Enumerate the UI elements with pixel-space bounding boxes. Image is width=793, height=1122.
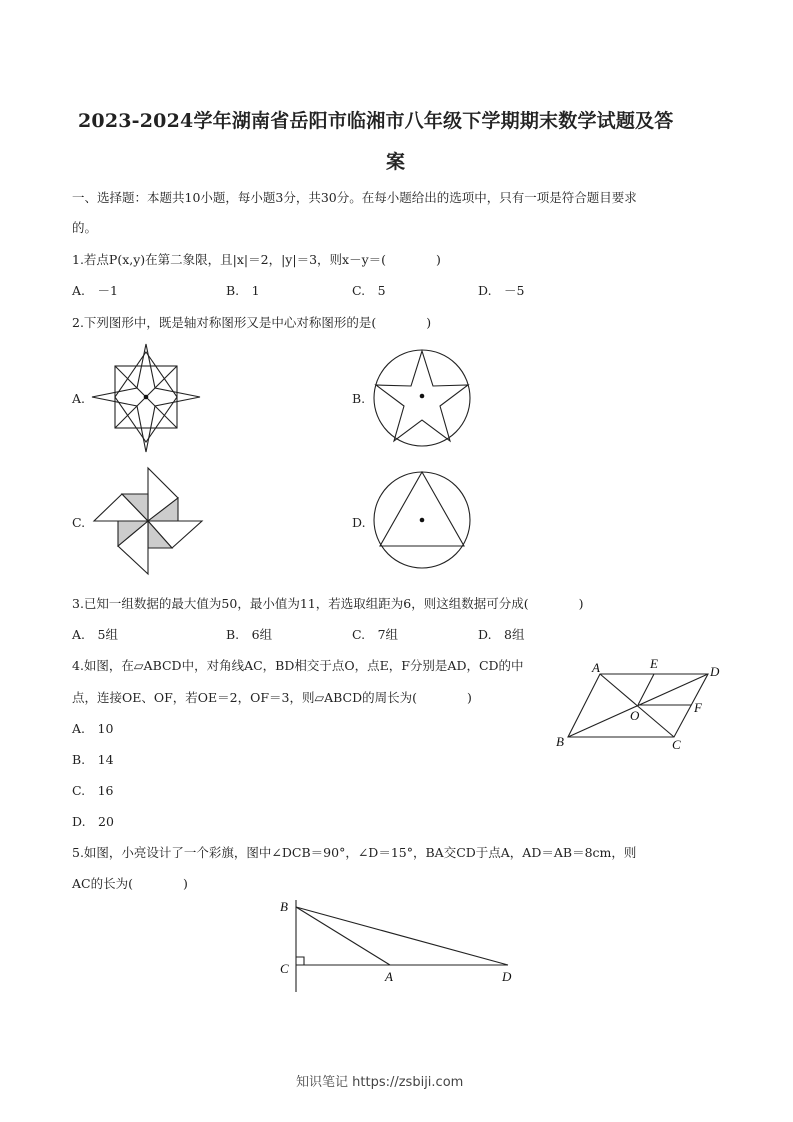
question-3-stem: 3.已知一组数据的最大值为50，最小值为11，若选取组距为6，则这组数据可分成( )	[72, 596, 584, 611]
question-4-stem-line1: 4.如图，在▱ABCD中，对角线AC，BD相交于点O，点E，F分别是AD，CD的中	[72, 658, 524, 673]
page-title-line1: 2023-2024学年湖南省岳阳市临湘市八年级下学期期末数学试题及答	[78, 110, 674, 132]
point-label-e: E	[650, 656, 658, 671]
figure-star-in-squares	[90, 342, 204, 454]
point-label-c: C	[672, 737, 681, 752]
figure-pinwheel	[92, 466, 204, 576]
section-instructions-line1: 一、选择题：本题共10小题，每小题3分，共30分。在每小题给出的选项中，只有一项是符合题目要求	[72, 190, 637, 205]
question-2-option-c-label: C.	[72, 515, 86, 530]
question-2-option-b-label: B.	[352, 391, 366, 406]
question-3-option-d: D. 8组	[478, 627, 525, 642]
point-label-o: O	[630, 708, 640, 723]
question-3-option-a: A. 5组	[72, 627, 118, 642]
question-2-stem: 2.下列图形中，既是轴对称图形又是中心对称图形的是( )	[72, 315, 432, 330]
section-instructions-line2: 的。	[72, 220, 98, 235]
question-1-stem: 1.若点P(x,y)在第二象限，且|x|＝2，|y|＝3，则x－y＝( )	[72, 252, 441, 267]
figure-triangle-in-circle	[372, 470, 474, 570]
point-label-b: B	[280, 899, 288, 914]
question-1-option-b: B. 1	[226, 283, 260, 298]
question-1-option-d: D. －5	[478, 283, 525, 298]
question-4-stem-line2: 点，连接OE、OF，若OE＝2，OF＝3，则▱ABCD的周长为( )	[72, 690, 472, 705]
question-1-option-c: C. 5	[352, 283, 386, 298]
footer-watermark: 知识笔记 https://zsbiji.com	[296, 1075, 464, 1090]
point-label-d: D	[502, 969, 512, 984]
point-label-a: A	[592, 660, 600, 675]
question-4-option-a: A. 10	[72, 721, 114, 736]
question-3-option-b: B. 6组	[226, 627, 273, 642]
question-4-option-c: C. 16	[72, 783, 114, 798]
point-label-d: D	[710, 664, 720, 679]
point-label-b: B	[556, 734, 564, 749]
question-1-option-a: A. －1	[72, 283, 118, 298]
question-2-option-a-label: A.	[72, 391, 86, 406]
figure-parallelogram-abcd	[552, 656, 727, 756]
point-label-c: C	[280, 961, 289, 976]
question-4-option-b: B. 14	[72, 752, 114, 767]
figure-flag-triangle	[278, 898, 518, 996]
page-title-line2: 案	[386, 151, 406, 173]
figure-star-in-circle	[372, 348, 474, 448]
question-4-option-d: D. 20	[72, 814, 114, 829]
question-5-stem-line2: AC的长为( )	[72, 876, 188, 891]
point-label-a: A	[385, 969, 393, 984]
point-label-f: F	[694, 700, 702, 715]
question-5-stem-line1: 5.如图，小亮设计了一个彩旗，图中∠DCB＝90°，∠D＝15°，BA交CD于点A，AD＝AB＝8cm，则	[72, 845, 637, 860]
question-2-option-d-label: D.	[352, 515, 366, 530]
question-3-option-c: C. 7组	[352, 627, 399, 642]
